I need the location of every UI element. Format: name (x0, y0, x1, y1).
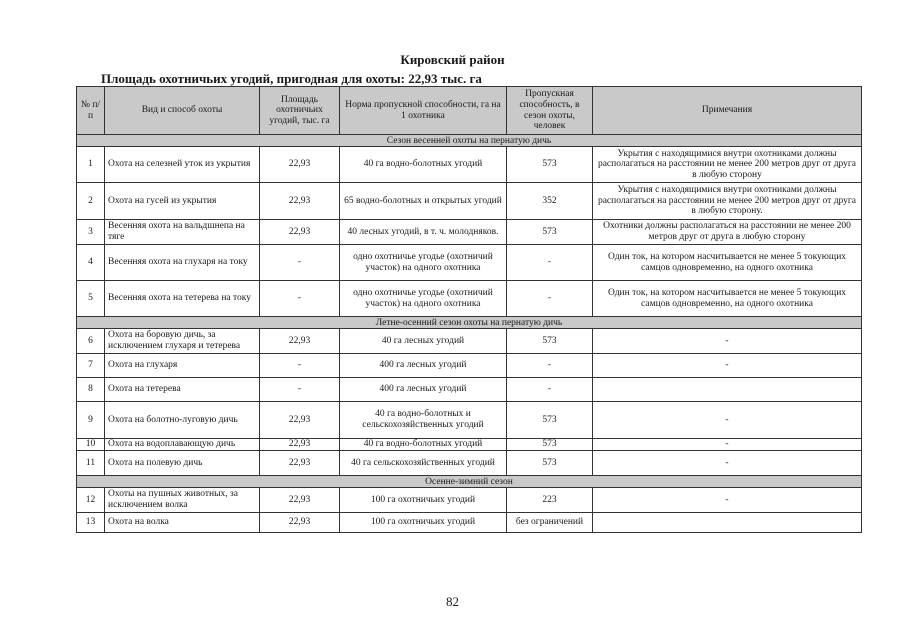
hunting-table (76, 86, 862, 533)
row-capacity: 573 (507, 439, 593, 451)
table-header-row (77, 87, 862, 135)
row-norm: 40 лесных угодий, в т. ч. молодняков. (340, 220, 507, 245)
table-row (77, 439, 862, 451)
row-norm: 400 га лесных угодий (340, 378, 507, 402)
row-capacity: 573 (507, 147, 593, 183)
table-row (77, 402, 862, 439)
table-row (77, 147, 862, 183)
table-row (77, 281, 862, 317)
header-notes: Примечания (593, 87, 862, 135)
row-type: Охота на водоплавающую дичь (105, 439, 260, 451)
row-area: 22,93 (260, 183, 340, 220)
row-area: 22,93 (260, 402, 340, 439)
section-row-autumn-winter (77, 476, 862, 488)
row-norm: 400 га лесных угодий (340, 354, 507, 378)
section-title: Сезон весенней охоты на пернатую дичь (77, 135, 862, 147)
section-title: Летне-осенний сезон охоты на пернатую дичь (77, 317, 862, 329)
row-num: 8 (77, 378, 105, 402)
row-norm: одно охотничье угодье (охотничий участок) на одного охотника (340, 245, 507, 281)
row-norm: одно охотничье угодье (охотничий участок) на одного охотника (340, 281, 507, 317)
table-row (77, 378, 862, 402)
table-row (77, 245, 862, 281)
row-type: Охота на боровую дичь, за исключением глухаря и тетерева (105, 329, 260, 354)
row-notes: Укрытия с находящимися внутри охотниками должны располагаться на расстоянии не менее 200 метров друг от друга в любую сторону. (593, 183, 862, 220)
row-capacity: 573 (507, 220, 593, 245)
row-norm: 40 га водно-болотных угодий (340, 439, 507, 451)
header-norm: Норма пропускной способности, га на 1 охотника (340, 87, 507, 135)
header-area: Площадь охотничьих угодий, тыс. га (260, 87, 340, 135)
row-type: Охота на полевую дичь (105, 451, 260, 476)
row-capacity: - (507, 378, 593, 402)
row-num: 2 (77, 183, 105, 220)
row-type: Охота на селезней уток из укрытия (105, 147, 260, 183)
row-capacity: - (507, 281, 593, 317)
row-notes: - (593, 451, 862, 476)
header-capacity: Пропускная способность, в сезон охоты, человек (507, 87, 593, 135)
row-capacity: 573 (507, 402, 593, 439)
row-type: Охота на гусей из укрытия (105, 183, 260, 220)
table-row (77, 183, 862, 220)
row-capacity: 573 (507, 329, 593, 354)
row-notes: Укрытия с находящимися внутри охотниками должны располагаться на расстоянии не менее 200 метров друг от друга в любую сторону (593, 147, 862, 183)
row-norm: 40 га водно-болотных и сельскохозяйственных угодий (340, 402, 507, 439)
row-type: Охота на глухаря (105, 354, 260, 378)
row-area: - (260, 245, 340, 281)
row-norm: 40 га сельскохозяйственных угодий (340, 451, 507, 476)
row-type: Весенняя охота на глухаря на току (105, 245, 260, 281)
section-row-summer-autumn (77, 317, 862, 329)
page-number: 82 (446, 594, 459, 609)
table-row (77, 329, 862, 354)
row-num: 10 (77, 439, 105, 451)
row-notes: - (593, 488, 862, 513)
row-type: Охота на болотно-луговую дичь (105, 402, 260, 439)
row-num: 1 (77, 147, 105, 183)
row-area: - (260, 354, 340, 378)
row-notes: Охотники должны располагаться на расстоянии не менее 200 метров друг от друга в любую сторону (593, 220, 862, 245)
row-norm: 65 водно-болотных и открытых угодий (340, 183, 507, 220)
row-capacity: - (507, 354, 593, 378)
row-notes: Один ток, на котором насчитывается не менее 5 токующих самцов одновременно, на одного охотника (593, 245, 862, 281)
row-type: Весенняя охота на вальдшнепа на тяге (105, 220, 260, 245)
header-num: № п/п (77, 87, 105, 135)
row-area: 22,93 (260, 220, 340, 245)
table-row (77, 220, 862, 245)
row-num: 12 (77, 488, 105, 513)
row-type: Охота на тетерева (105, 378, 260, 402)
row-capacity: 352 (507, 183, 593, 220)
row-num: 5 (77, 281, 105, 317)
row-type: Охоты на пушных животных, за исключением волка (105, 488, 260, 513)
row-notes: - (593, 329, 862, 354)
row-area: 22,93 (260, 451, 340, 476)
row-type: Весенняя охота на тетерева на току (105, 281, 260, 317)
row-type: Охота на волка (105, 513, 260, 533)
row-norm: 100 га охотничьих угодий (340, 488, 507, 513)
row-notes (593, 378, 862, 402)
row-norm: 100 га охотничьих угодий (340, 513, 507, 533)
row-area: - (260, 281, 340, 317)
row-area: 22,93 (260, 329, 340, 354)
row-norm: 40 га водно-болотных угодий (340, 147, 507, 183)
page-subtitle: Площадь охотничьих угодий, пригодная для охоты: 22,93 тыс. га (101, 71, 482, 86)
page-title: Кировский район (400, 52, 505, 67)
header-type: Вид и способ охоты (105, 87, 260, 135)
table-row (77, 513, 862, 533)
table-row (77, 451, 862, 476)
row-num: 6 (77, 329, 105, 354)
row-num: 3 (77, 220, 105, 245)
row-capacity: без ограничений (507, 513, 593, 533)
row-area: - (260, 378, 340, 402)
row-notes: - (593, 402, 862, 439)
row-num: 9 (77, 402, 105, 439)
section-row-spring (77, 135, 862, 147)
table-row (77, 488, 862, 513)
row-capacity: 223 (507, 488, 593, 513)
section-title: Осенне-зимний сезон (77, 476, 862, 488)
row-num: 11 (77, 451, 105, 476)
row-area: 22,93 (260, 513, 340, 533)
row-capacity: 573 (507, 451, 593, 476)
table-row (77, 354, 862, 378)
row-area: 22,93 (260, 488, 340, 513)
row-notes: - (593, 439, 862, 451)
row-num: 7 (77, 354, 105, 378)
row-norm: 40 га лесных угодий (340, 329, 507, 354)
row-area: 22,93 (260, 147, 340, 183)
row-notes: Один ток, на котором насчитывается не менее 5 токующих самцов одновременно, на одного охотника (593, 281, 862, 317)
row-notes: - (593, 354, 862, 378)
row-notes (593, 513, 862, 533)
row-capacity: - (507, 245, 593, 281)
row-num: 13 (77, 513, 105, 533)
row-area: 22,93 (260, 439, 340, 451)
row-num: 4 (77, 245, 105, 281)
